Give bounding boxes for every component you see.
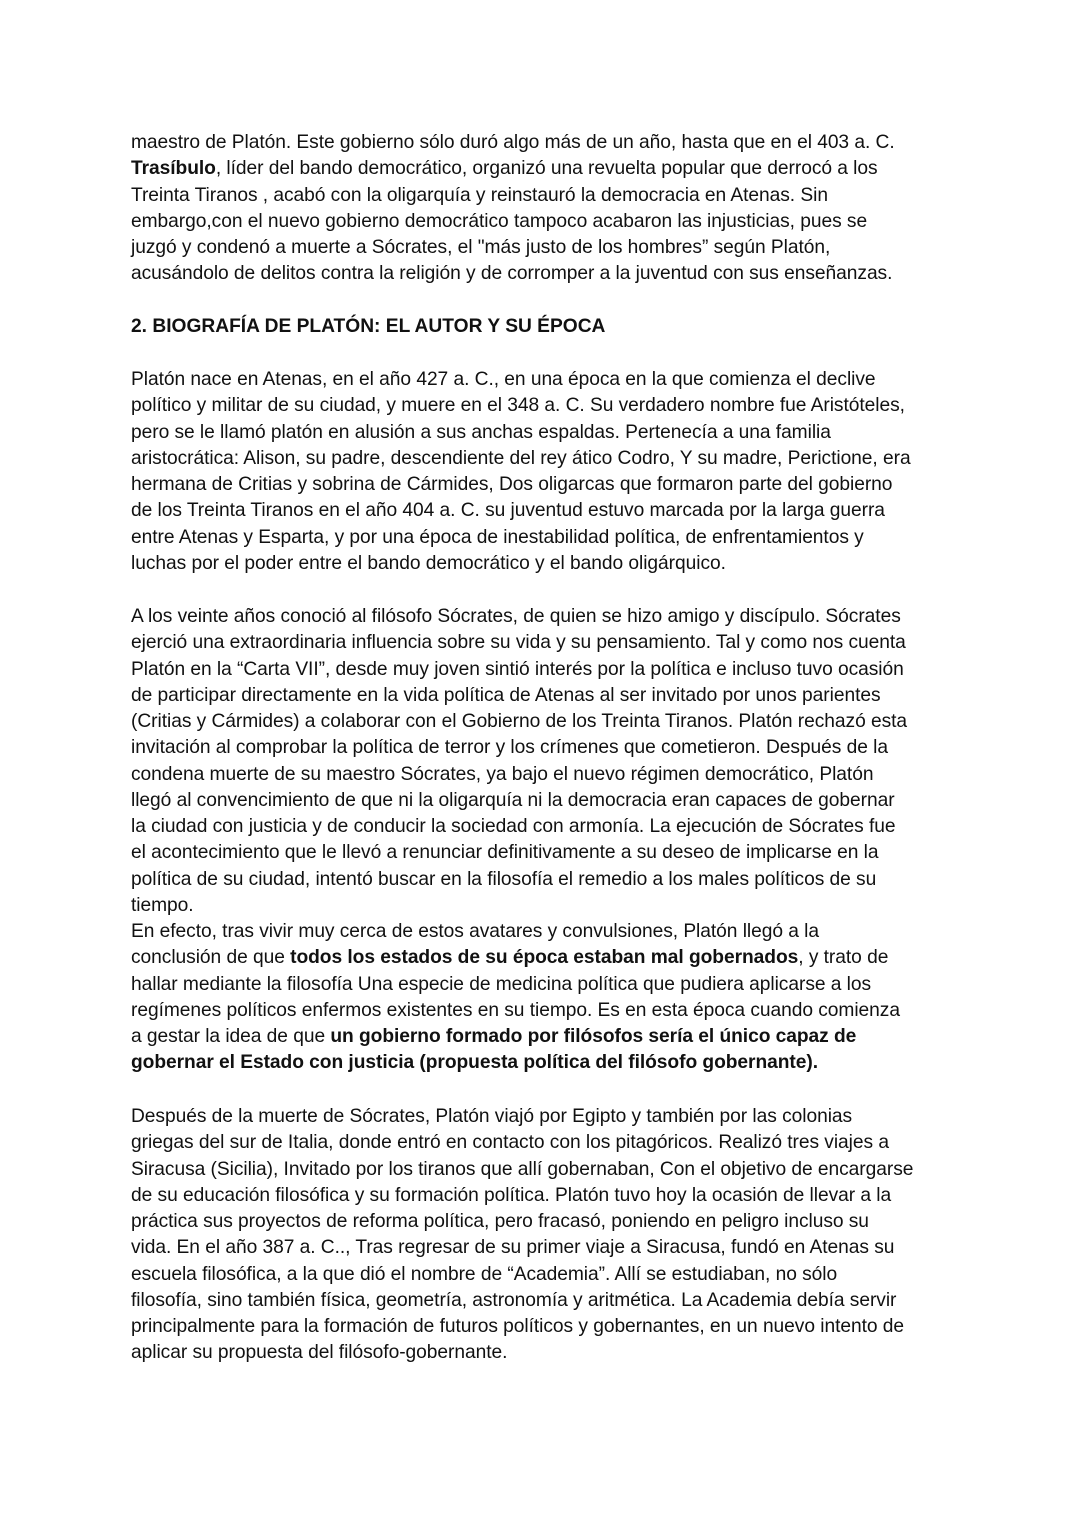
text-line: principalmente para la formación de futuros políticos y gobernantes, en un nuevo intento de [131,1316,905,1337]
text-line: invitación al comprobar la política de terror y los crímenes que cometieron. Después de la [131,737,888,759]
bold-emphasis: todos los estados de su época estaban mal gobernados [290,947,799,969]
text-line: pero se le llamó platón en alusión a sus anchas espaldas. Pertenecía a una familia [131,421,831,443]
text-line: llegó al convencimiento de que ni la oligarquía ni la democracia eran capaces de gobernar [131,789,895,811]
text-line: escuela filosófica, a la que dió el nombre de “Academia”. Allí se estudiaban, no sólo [131,1263,838,1285]
text-line: de los Treinta Tiranos en el año 404 a. C. su juventud estuvo marcada por la larga guerra [131,500,885,522]
text-line: el acontecimiento que le llevó a renunciar definitivamente a su deseo de implicarse en la [131,842,879,864]
text-line [131,945,961,971]
text-line: regímenes políticos enfermos existentes en su tiempo. Es en esta época cuando comienza [131,999,900,1021]
bold-emphasis: gobernar el Estado con justicia (propuesta política del filósofo gobernante). [131,1052,818,1074]
text-line: político y militar de su ciudad, y muere en el 348 a. C. Su verdadero nombre fue Aristóteles, [131,395,905,417]
text-line: política de su ciudad, intentó buscar en la filosofía el remedio a los males políticos de su [131,868,877,890]
bold-name-trasibulo: Trasíbulo [131,158,216,180]
text-line: entre Atenas y Esparta, y por una época de inestabilidad política, de enfrentamientos y [131,526,864,548]
intro-paragraph [131,130,961,288]
text-line: la ciudad con justicia y de conducir la sociedad con armonía. La ejecución de Sócrates fue [131,816,896,837]
text-line: (Critias y Cármides) a colaborar con el Gobierno de los Treinta Tiranos. Platón rechazó esta [131,711,908,732]
text-line [131,1050,961,1076]
paragraph-travels [131,1104,961,1367]
text-line: griegas del sur de Italia, donde entró en contacto con los pitagóricos. Realizó tres viajes a [131,1132,889,1154]
text-line: En efecto, tras vivir muy cerca de estos avatares y convulsiones, Platón llegó a la [131,921,820,942]
text-line: ejerció una extraordinaria influencia sobre su vida y su pensamiento. Tal y como nos cuenta [131,632,906,654]
text-line: de participar directamente en la vida política de Atenas al ser invitado por unos parientes [131,684,881,706]
text-line: práctica sus proyectos de reforma política, pero fracasó, poniendo en peligro incluso su [131,1211,869,1232]
text-line: acusándolo de delitos contra la religión y de corromper a la juventud con sus enseñanzas. [131,263,893,285]
section-heading: 2. BIOGRAFÍA DE PLATÓN: EL AUTOR Y SU ÉPOCA [131,316,606,337]
text-line: condena muerte de su maestro Sócrates, ya bajo el nuevo régimen democrático, Platón [131,763,874,785]
text-line: Platón en la “Carta VII”, desde muy joven sintió interés por la política e incluso tuvo ocasión [131,658,904,680]
paragraph-conclusion [131,919,961,1077]
text-line: Treinta Tiranos , acabó con la oligarquía y reinstauró la democracia en Atenas. Sin [131,184,828,206]
text-line: aristocrática: Alison, su padre, descendiente del rey ático Codro, Y su madre, Perictione, era [131,447,911,469]
text-line: Después de la muerte de Sócrates, Platón viajó por Egipto y también por las colonias [131,1106,853,1127]
bold-emphasis: un gobierno formado por filósofos sería el único capaz de [330,1026,857,1047]
text-line [131,156,961,182]
text-line: Platón nace en Atenas, en el año 427 a. C., en una época en la que comienza el declive [131,369,876,390]
text-span: a gestar la idea de que [131,1026,331,1047]
text-line [131,1024,961,1050]
text-line: Siracusa (Sicilia), Invitado por los tiranos que allí gobernaban, Con el objetivo de encargarse [131,1158,914,1180]
paragraph-birth [131,367,961,577]
text-line: maestro de Platón. Este gobierno sólo duró algo más de un año, hasta que en el 403 a. C. [131,132,895,153]
text-line: luchas por el poder entre el bando democrático y el bando oligárquico. [131,552,726,574]
text-line: aplicar su propuesta del filósofo-gobernante. [131,1342,508,1364]
paragraph-socrates [131,604,961,919]
text-line: A los veinte años conoció al filósofo Sócrates, de quien se hizo amigo y discípulo. Sócrates [131,606,901,627]
text-line: de su educación filosófica y su formación política. Platón tuvo hoy la ocasión de llevar a la [131,1184,892,1206]
text-span: , líder del bando democrático, organizó una revuelta popular que derrocó a los [215,158,878,180]
text-line: hermana de Critias y sobrina de Cármides, Dos oligarcas que formaron parte del gobierno [131,474,893,495]
text-line: hallar mediante la filosofía Una especie de medicina política que pudiera aplicarse a los [131,973,872,995]
text-line: juzgó y condenó a muerte a Sócrates, el "más justo de los hombres” según Platón, [131,237,831,258]
text-line: filosofía, sino también física, geometría, astronomía y aritmética. La Academia debía servir [131,1289,897,1311]
text-line: embargo,con el nuevo gobierno democrático tampoco acabaron las injusticias, pues se [131,210,868,232]
text-span: conclusión de que [131,947,291,969]
text-line: tiempo. [131,894,194,916]
text-line: vida. En el año 387 a. C.., Tras regresar de su primer viaje a Siracusa, fundó en Atenas su [131,1237,895,1259]
text-span: , y trato de [798,947,889,969]
